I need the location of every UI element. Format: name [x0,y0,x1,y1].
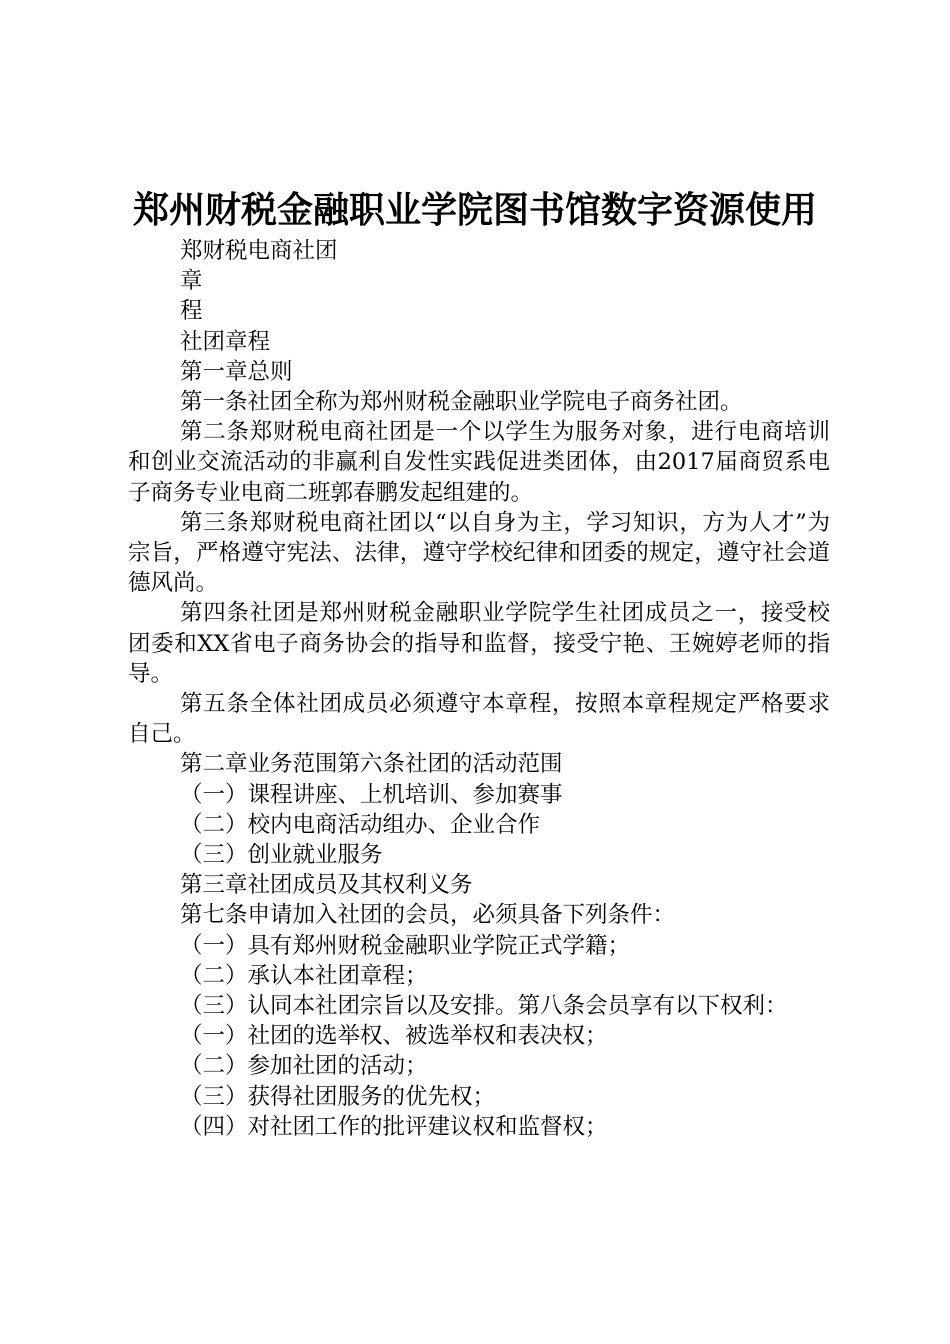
chapter-heading: 第三章社团成员及其权利义务 [180,872,473,899]
list-item: （三）获得社团服务的优先权； [180,1083,496,1110]
list-item: （二）校内电商活动组办、企业合作 [180,811,541,838]
paragraph: 第七条申请加入社团的会员，必须具备下列条件： [180,902,676,929]
document-body [128,236,830,1142]
list-item: （三）创业就业服务 [180,842,383,869]
paragraph: 第四条社团是郑州财税金融职业学院学生社团成员之一，接受校团委和XX省电子商务协会的指导和监督，接受宁艳、王婉婷老师的指导。 [128,600,830,687]
list-item: （二）参加社团的活动； [180,1053,428,1080]
list-item: （四）对社团工作的批评建议权和监督权； [180,1113,608,1140]
paragraph: 第五条全体社团成员必须遵守本章程，按照本章程规定严格要求自己。 [128,691,830,748]
paragraph: 第二条郑财税电商社团是一个以学生为服务对象，进行电商培训和创业交流活动的非赢利自发性实践促进类团体，由2017届商贸系电子商务专业电商二班郭春鹏发起组建的。 [128,419,830,506]
paragraph: 郑财税电商社团 [180,238,338,264]
list-item: （三）认同本社团宗旨以及安排。第八条会员享有以下权利： [180,993,788,1020]
paragraph: 第一条社团全称为郑州财税金融职业学院电子商务社团。 [180,389,743,416]
paragraph: 程 [180,298,203,325]
chapter-heading: 第一章总则 [180,358,293,385]
paragraph: 社团章程 [180,328,271,355]
chapter-heading: 第二章业务范围第六条社团的活动范围 [180,751,563,778]
paragraph: 第三条郑财税电商社团以“以自身为主，学习知识，方为人才”为宗旨，严格遵守宪法、法律，遵守学校纪律和团委的规定，遵守社会道德风尚。 [128,509,830,597]
list-item: （一）社团的选举权、被选举权和表决权； [180,1023,608,1050]
list-item: （一）具有郑州财税金融职业学院正式学籍； [180,932,631,959]
document-title: 郑州财税金融职业学院图书馆数字资源使用 [132,189,817,231]
list-item: （一）课程讲座、上机培训、参加赛事 [180,781,563,808]
list-item: （二）承认本社团章程； [180,962,428,989]
paragraph: 章 [180,268,203,295]
